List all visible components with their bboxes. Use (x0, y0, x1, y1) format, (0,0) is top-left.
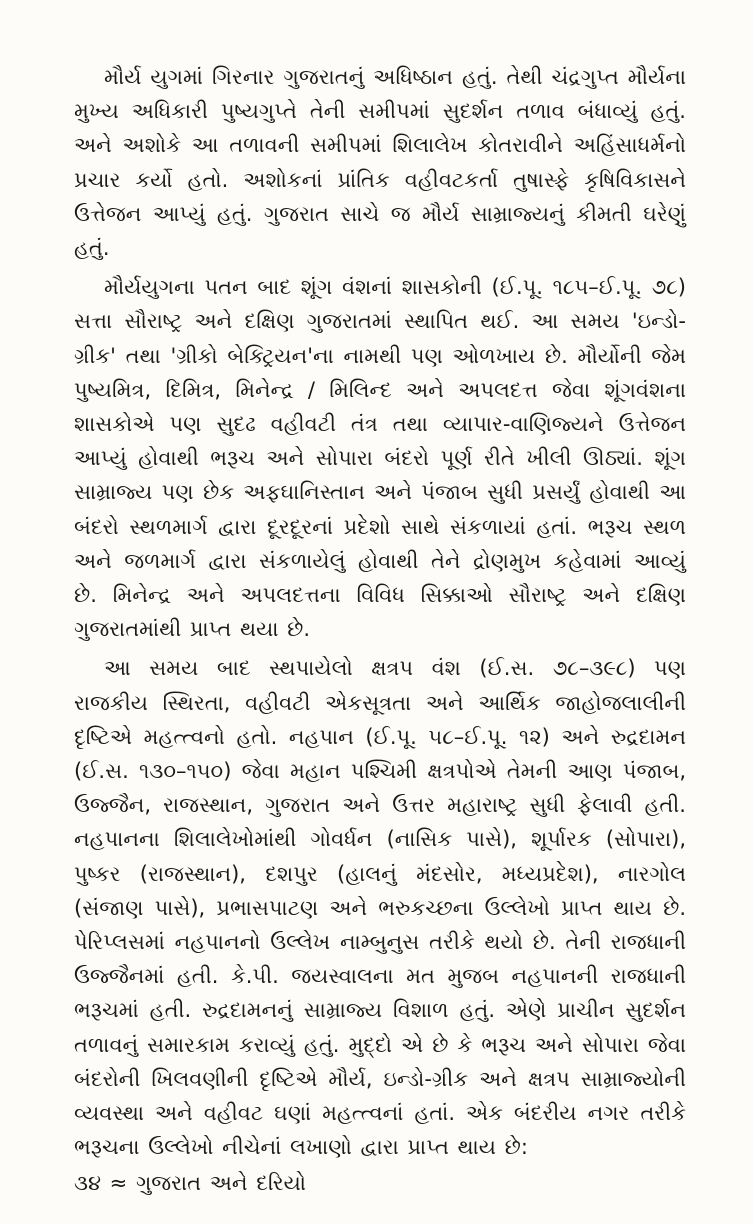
paragraph-maurya: મૌર્ય યુગમાં ગિરનાર ગુજરાતનું અધિષ્ઠાન હતું. તેથી ચંદ્રગુપ્ત મૌર્યના મુખ્ય અધિકારી પુષ્યગુપ્તે તેની સમીપમાં સુદર્શન તળાવ બંધાવ્યું હતું. અને અશોકે આ તળાવની સમીપમાં શિલાલેખ કોતરાવીને અહિંસાધર્મનો પ્રચાર કર્યો હતો. અશોકનાં પ્રાંતિક વહીવટકર્તા તુષાસ્ફે કૃષિવિકાસને ઉત્તેજન આપ્યું હતું. ગુજરાત સાચે જ મૌર્ય સામ્રાજ્યનું કીમતી ઘરેણું હતું. (74, 65, 686, 261)
paragraph-kshatrapa: આ સમય બાદ સ્થપાયેલો ક્ષત્રપ વંશ (ઈ.સ. ૭૮–૩૯૮) પણ રાજકીય સ્થિરતા, વહીવટી એકસૂત્રતા અને આર્થિક જાહોજલાલીની દૃષ્ટિએ મહત્ત્વનો હતો. નહપાન (ઈ.પૂ. ૫૮–ઈ.પૂ. ૧૨) અને રુદ્રદામન (ઈ.સ. ૧૩૦–૧૫૦) જેવા મહાન પશ્ચિમી ક્ષત્રપોએ તેમની આણ પંજાબ, ઉજ્જૈન, રાજસ્થાન, ગુજરાત અને ઉત્તર મહારાષ્ટ્ર સુધી ફેલાવી હતી. નહપાનના શિલાલેખોમાંથી ગોવર્ધન (નાસિક પાસે), શૂર્પારક (સોપારા), પુષ્કર (રાજસ્થાન), દશપુર (હાલનું મંદસોર, મધ્યપ્રદેશ), નારગોલ (સંજાણ પાસે), પ્રભાસપાટણ અને ભરુકચ્છના ઉલ્લેખો પ્રાપ્ત થાય છે. પેરિપ્લસમાં નહપાનનો ઉલ્લેખ નામ્બુનુસ તરીકે થયો છે. તેની રાજધાની ઉજ્જૈનમાં હતી. કે.પી. જયસ્વાલના મત મુજબ નહપાનની રાજધાની ભરૂચમાં હતી. રુદ્રદામનનું સામ્રાજ્ય વિશાળ હતું. એણે પ્રાચીન સુદર્શન તળાવનું સમારકામ કરાવ્યું હતું. મુદ્દો એ છે કે ભરૂચ અને સોપારા જેવા બંદરોની ખિલવણીની દૃષ્ટિએ મૌર્ય, ઇન્ડો-ગ્રીક અને ક્ષત્રપ સામ્રાજ્યોની વ્યવસ્થા અને વહીવટ ઘણાં મહત્ત્વનાં હતાં. એક બંદરીય નગર તરીકે ભરૂચના ઉલ્લેખો નીચેનાં લખાણો દ્વારા પ્રાપ્ત થાય છે: (74, 656, 686, 1160)
page-body (74, 60, 686, 1170)
paragraph-shunga: મૌર્યયુગના પતન બાદ શૂંગ વંશનાં શાસકોની (ઈ.પૂ. ૧૮૫–ઈ.પૂ. ૭૮) સત્તા સૌરાષ્ટ્ર અને દક્ષિણ ગુજરાતમાં સ્થાપિત થઈ. આ સમય 'ઇન્ડો-ગ્રીક' તથા 'ગ્રીકો બેક્ટ્રિયન'ના નામથી પણ ઓળખાય છે. મૌર્યોની જેમ પુષ્યમિત્ર, દિમિત્ર, મિનેન્દ્ર / મિલિન્દ અને અપલદત્ત જેવા શૂંગવંશના શાસકોએ પણ સુદઢ વહીવટી તંત્ર તથા વ્યાપાર-વાણિજ્યને ઉત્તેજન આપ્યું હોવાથી ભરૂચ અને સોપારા બંદરો પૂર્ણ રીતે ખીલી ઊઠ્યાં. શૂંગ સામ્રાજ્ય પણ છેક અફઘાનિસ્તાન અને પંજાબ સુધી પ્રસર્યું હોવાથી આ બંદરો સ્થળમાર્ગ દ્વારા દૂરદૂરનાં પ્રદેશો સાથે સંકળાયાં હતાં. ભરૂચ સ્થળ અને જળમાર્ગ દ્વારા સંકળાયેલું હોવાથી તેને દ્રોણમુખ કહેવામાં આવ્યું છે. મિનેન્દ્ર અને અપલદત્તના વિવિધ સિક્કાઓ સૌરાષ્ટ્ર અને દક્ષિણ ગુજરાતમાંથી પ્રાપ્ત થયા છે. (74, 275, 686, 642)
page-footer: ૩૪ ≈ ગુજરાત અને દરિયો (74, 1171, 307, 1195)
